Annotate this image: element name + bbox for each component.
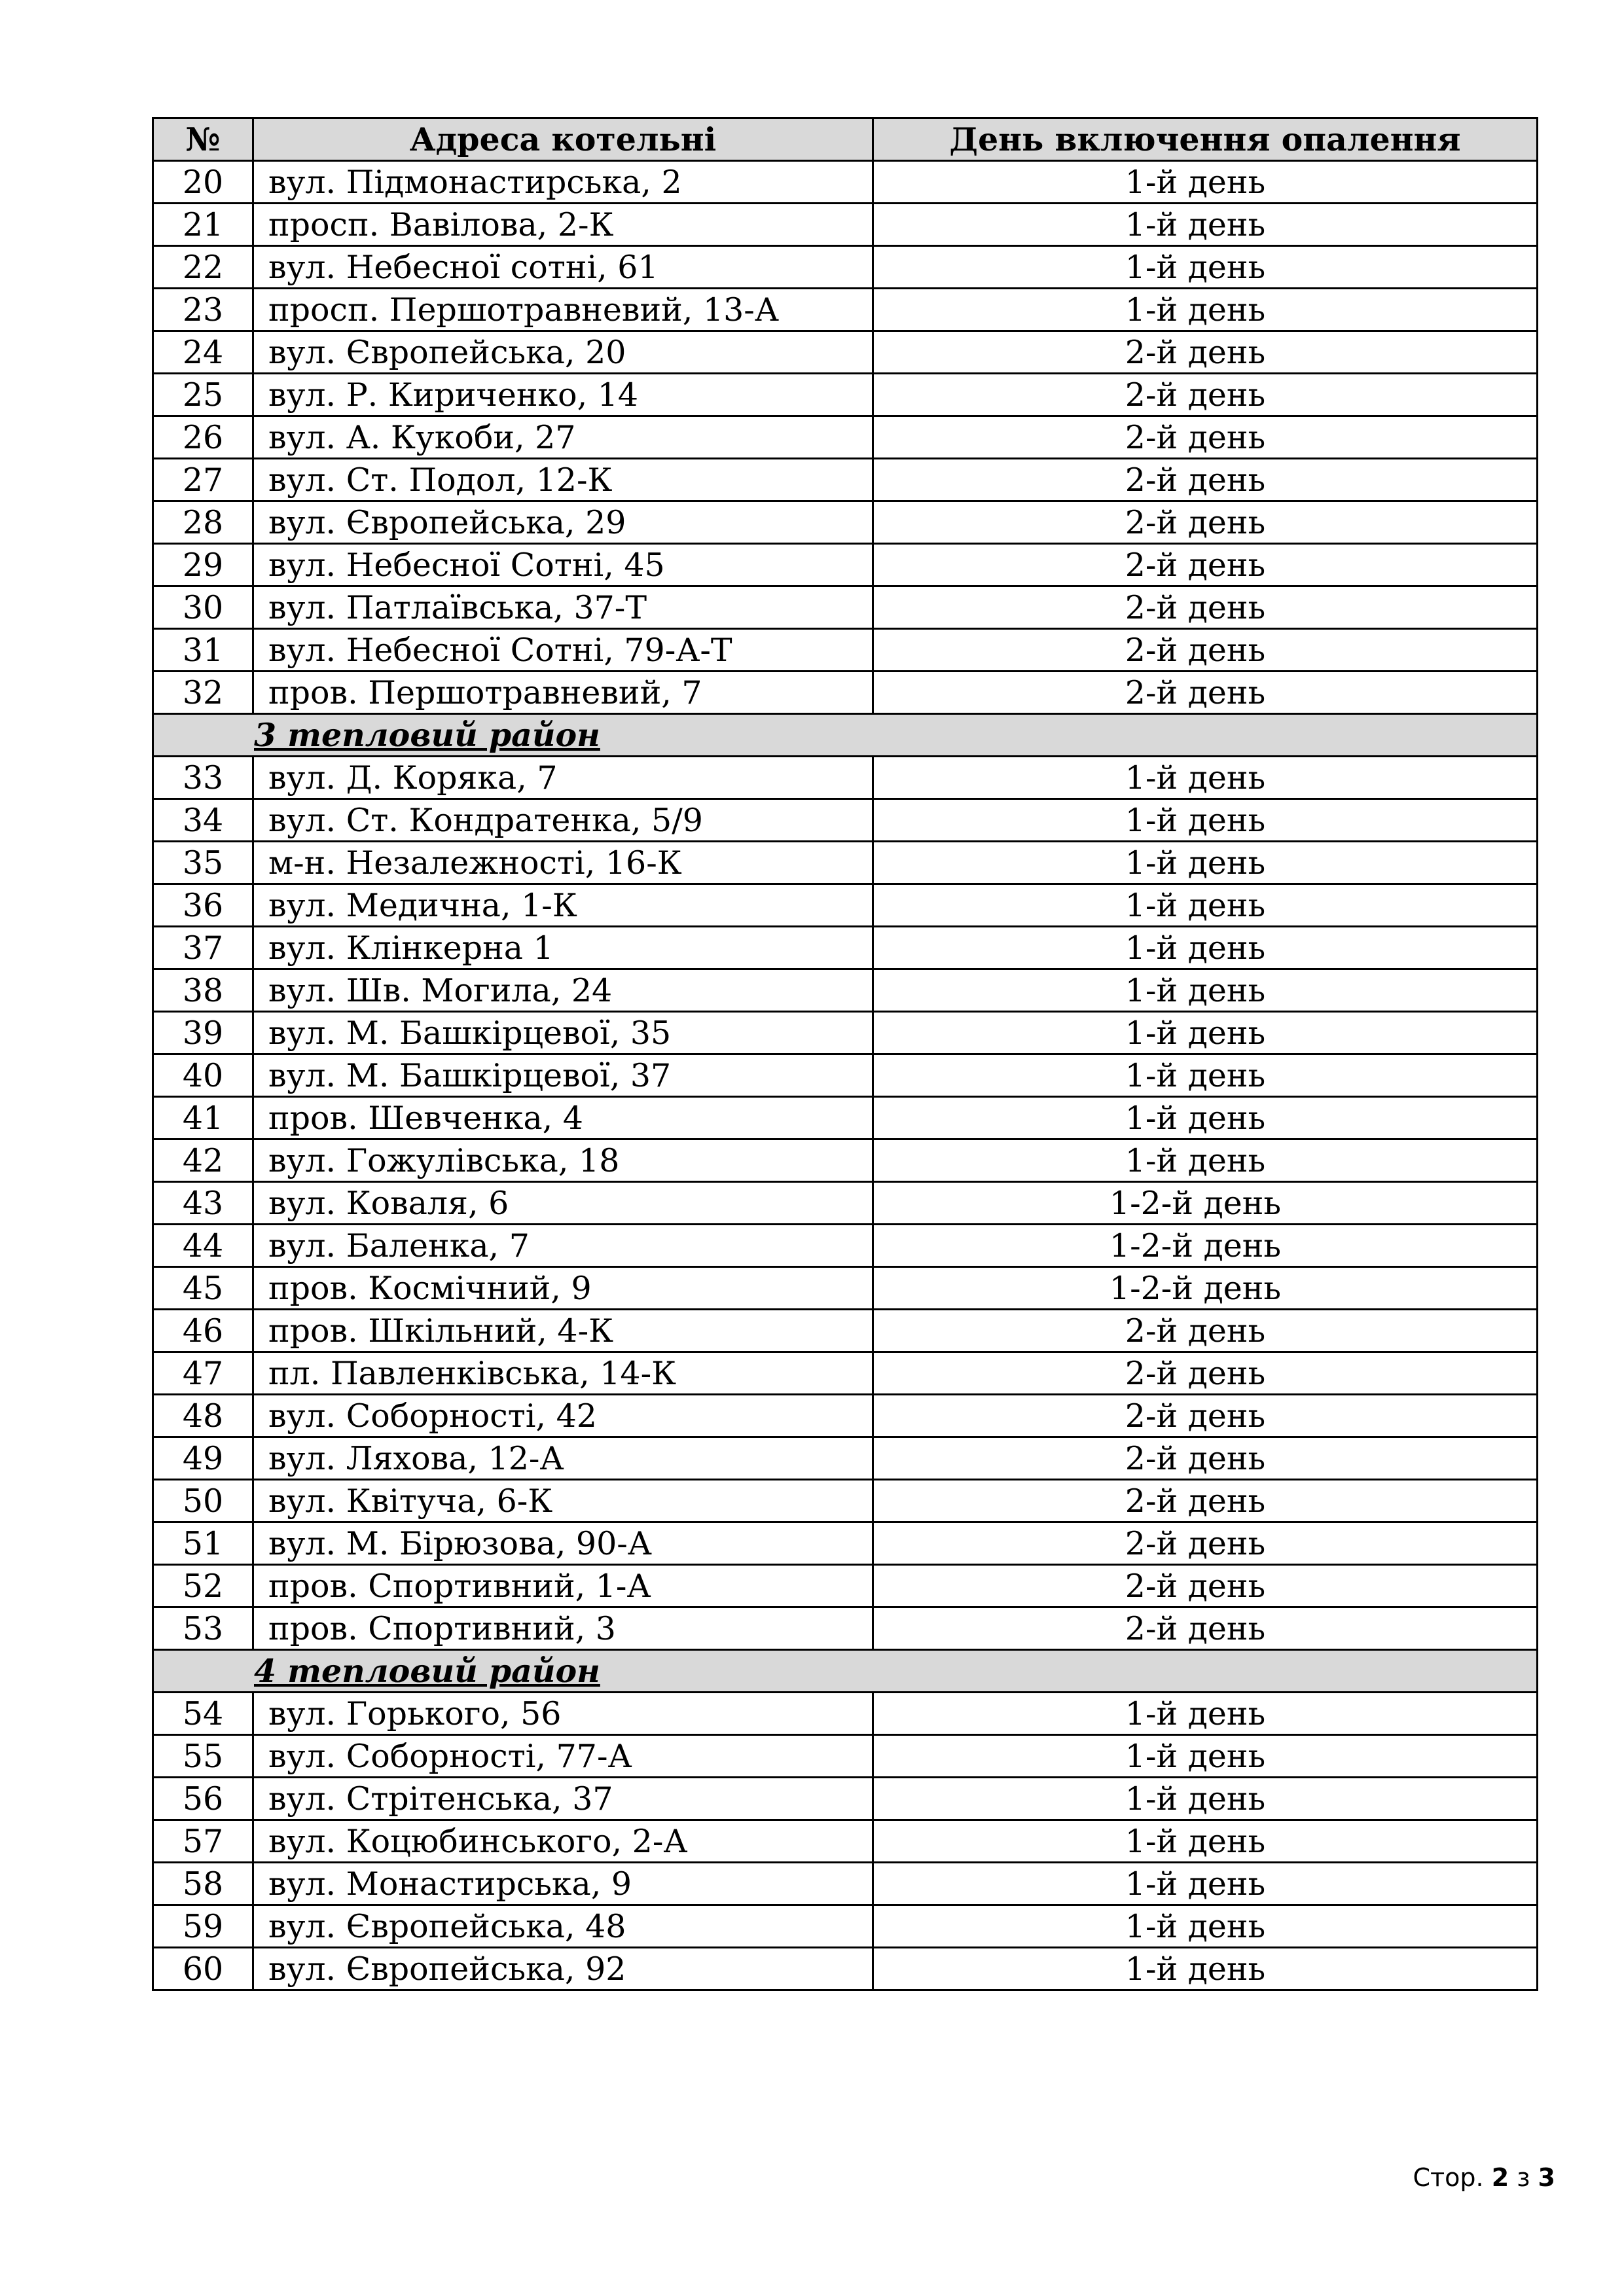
row-address: вул. Квітуча, 6-К — [253, 1480, 873, 1522]
row-address: вул. Ст. Кондратенка, 5/9 — [253, 799, 873, 842]
row-heating-day: 2-й день — [873, 1480, 1538, 1522]
row-number: 54 — [153, 1693, 253, 1735]
row-address: вул. Небесної Сотні, 45 — [253, 544, 873, 586]
table-row — [153, 884, 1538, 927]
table-row — [153, 1225, 1538, 1267]
row-address: вул. Патлаївська, 37-Т — [253, 586, 873, 629]
section-header-row — [153, 1650, 1538, 1693]
row-address: вул. Соборності, 42 — [253, 1395, 873, 1437]
row-heating-day: 1-й день — [873, 842, 1538, 884]
row-address: просп. Першотравневий, 13-А — [253, 289, 873, 331]
row-number: 59 — [153, 1905, 253, 1948]
table-row — [153, 204, 1538, 246]
row-address: просп. Вавілова, 2-К — [253, 204, 873, 246]
row-heating-day: 1-й день — [873, 1778, 1538, 1820]
row-number: 56 — [153, 1778, 253, 1820]
row-number: 35 — [153, 842, 253, 884]
row-heating-day: 2-й день — [873, 629, 1538, 672]
row-number: 41 — [153, 1097, 253, 1139]
row-number: 47 — [153, 1352, 253, 1395]
row-heating-day: 2-й день — [873, 374, 1538, 416]
table-row — [153, 416, 1538, 459]
footer-separator: з — [1517, 2163, 1530, 2192]
page-number-footer — [1413, 2163, 1555, 2192]
row-address: вул. А. Кукоби, 27 — [253, 416, 873, 459]
row-address: вул. Баленка, 7 — [253, 1225, 873, 1267]
row-address: пров. Спортивний, 1-А — [253, 1565, 873, 1607]
row-address: вул. Коваля, 6 — [253, 1182, 873, 1225]
row-address: вул. Шв. Могила, 24 — [253, 969, 873, 1012]
row-heating-day: 2-й день — [873, 1352, 1538, 1395]
row-heating-day: 1-2-й день — [873, 1182, 1538, 1225]
row-number: 21 — [153, 204, 253, 246]
table-row — [153, 586, 1538, 629]
row-number: 26 — [153, 416, 253, 459]
row-number: 43 — [153, 1182, 253, 1225]
table-row — [153, 672, 1538, 714]
table-row — [153, 161, 1538, 204]
row-address: вул. Ст. Подол, 12-К — [253, 459, 873, 501]
table-body — [153, 161, 1538, 1990]
row-number: 52 — [153, 1565, 253, 1607]
header-number: № — [153, 118, 253, 161]
row-number: 31 — [153, 629, 253, 672]
row-number: 32 — [153, 672, 253, 714]
row-heating-day: 2-й день — [873, 586, 1538, 629]
row-heating-day: 1-й день — [873, 1012, 1538, 1054]
table-row — [153, 1352, 1538, 1395]
row-heating-day: 1-й день — [873, 161, 1538, 204]
row-address: вул. Коцюбинського, 2-А — [253, 1820, 873, 1863]
table-row — [153, 799, 1538, 842]
row-number: 38 — [153, 969, 253, 1012]
row-heating-day: 1-й день — [873, 204, 1538, 246]
row-number: 33 — [153, 757, 253, 799]
table-row — [153, 331, 1538, 374]
row-number: 27 — [153, 459, 253, 501]
row-heating-day: 2-й день — [873, 544, 1538, 586]
table-row — [153, 1310, 1538, 1352]
row-heating-day: 2-й день — [873, 501, 1538, 544]
row-heating-day: 1-й день — [873, 799, 1538, 842]
row-number: 29 — [153, 544, 253, 586]
row-number: 39 — [153, 1012, 253, 1054]
row-address: вул. Гожулівська, 18 — [253, 1139, 873, 1182]
row-heating-day: 1-й день — [873, 1948, 1538, 1990]
table-row — [153, 1054, 1538, 1097]
table-row — [153, 1437, 1538, 1480]
row-address: вул. Соборності, 77-А — [253, 1735, 873, 1778]
row-number: 36 — [153, 884, 253, 927]
table-row — [153, 1565, 1538, 1607]
row-number: 34 — [153, 799, 253, 842]
table-row — [153, 1948, 1538, 1990]
table-row — [153, 1097, 1538, 1139]
row-number: 37 — [153, 927, 253, 969]
row-number: 50 — [153, 1480, 253, 1522]
table-header-row — [153, 118, 1538, 161]
row-heating-day: 2-й день — [873, 1565, 1538, 1607]
row-heating-day: 1-й день — [873, 1139, 1538, 1182]
row-heating-day: 2-й день — [873, 672, 1538, 714]
row-heating-day: 2-й день — [873, 1310, 1538, 1352]
table-row — [153, 246, 1538, 289]
footer-prefix: Стор. — [1413, 2163, 1484, 2192]
row-heating-day: 1-й день — [873, 246, 1538, 289]
table-row — [153, 289, 1538, 331]
row-number: 48 — [153, 1395, 253, 1437]
row-heating-day: 1-й день — [873, 927, 1538, 969]
row-address: пров. Першотравневий, 7 — [253, 672, 873, 714]
table-row — [153, 1735, 1538, 1778]
row-heating-day: 1-й день — [873, 1863, 1538, 1905]
row-number: 42 — [153, 1139, 253, 1182]
row-address: вул. М. Башкірцевої, 35 — [253, 1012, 873, 1054]
row-address: вул. Європейська, 29 — [253, 501, 873, 544]
table-row — [153, 1905, 1538, 1948]
table-row — [153, 927, 1538, 969]
row-address: пл. Павленківська, 14-К — [253, 1352, 873, 1395]
row-address: вул. Європейська, 92 — [253, 1948, 873, 1990]
row-number: 58 — [153, 1863, 253, 1905]
table-row — [153, 629, 1538, 672]
row-number: 22 — [153, 246, 253, 289]
header-heating-day: День включення опалення — [873, 118, 1538, 161]
row-number: 44 — [153, 1225, 253, 1267]
row-heating-day: 1-й день — [873, 884, 1538, 927]
section-title: 4 тепловий район — [153, 1650, 1538, 1693]
row-heating-day: 1-й день — [873, 1097, 1538, 1139]
table-row — [153, 1480, 1538, 1522]
row-address: вул. Небесної Сотні, 79-А-Т — [253, 629, 873, 672]
row-address: вул. Ляхова, 12-А — [253, 1437, 873, 1480]
row-address: вул. Підмонастирська, 2 — [253, 161, 873, 204]
row-heating-day: 2-й день — [873, 1522, 1538, 1565]
row-address: вул. Небесної сотні, 61 — [253, 246, 873, 289]
row-heating-day: 1-й день — [873, 757, 1538, 799]
row-heating-day: 1-й день — [873, 1054, 1538, 1097]
row-heating-day: 1-й день — [873, 1820, 1538, 1863]
row-number: 49 — [153, 1437, 253, 1480]
row-number: 60 — [153, 1948, 253, 1990]
row-address: вул. Європейська, 20 — [253, 331, 873, 374]
row-heating-day: 2-й день — [873, 1437, 1538, 1480]
row-heating-day: 1-2-й день — [873, 1267, 1538, 1310]
row-heating-day: 2-й день — [873, 1607, 1538, 1650]
row-address: вул. Європейська, 48 — [253, 1905, 873, 1948]
row-number: 57 — [153, 1820, 253, 1863]
table-row — [153, 1182, 1538, 1225]
row-number: 53 — [153, 1607, 253, 1650]
footer-current-page: 2 — [1491, 2163, 1509, 2192]
table-row — [153, 1139, 1538, 1182]
row-number: 28 — [153, 501, 253, 544]
table-row — [153, 1820, 1538, 1863]
table-row — [153, 1607, 1538, 1650]
row-number: 25 — [153, 374, 253, 416]
row-number: 40 — [153, 1054, 253, 1097]
row-heating-day: 2-й день — [873, 416, 1538, 459]
row-address: пров. Шкільний, 4-К — [253, 1310, 873, 1352]
row-number: 46 — [153, 1310, 253, 1352]
table-row — [153, 544, 1538, 586]
row-address: вул. Медична, 1-К — [253, 884, 873, 927]
row-heating-day: 1-й день — [873, 289, 1538, 331]
footer-total-pages: 3 — [1538, 2163, 1555, 2192]
table-row — [153, 1863, 1538, 1905]
row-address: вул. М. Башкірцевої, 37 — [253, 1054, 873, 1097]
table-row — [153, 1395, 1538, 1437]
section-title: 3 тепловий район — [153, 714, 1538, 757]
row-address: пров. Шевченка, 4 — [253, 1097, 873, 1139]
row-address: вул. Клінкерна 1 — [253, 927, 873, 969]
row-heating-day: 2-й день — [873, 459, 1538, 501]
table-row — [153, 757, 1538, 799]
section-header-row — [153, 714, 1538, 757]
table-row — [153, 501, 1538, 544]
heating-schedule-table — [152, 117, 1538, 1991]
row-address: пров. Спортивний, 3 — [253, 1607, 873, 1650]
table-row — [153, 1778, 1538, 1820]
row-address: м-н. Незалежності, 16-К — [253, 842, 873, 884]
header-address: Адреса котельні — [253, 118, 873, 161]
row-address: вул. Горького, 56 — [253, 1693, 873, 1735]
row-address: вул. Р. Кириченко, 14 — [253, 374, 873, 416]
row-heating-day: 1-й день — [873, 1693, 1538, 1735]
row-heating-day: 1-й день — [873, 1735, 1538, 1778]
table-row — [153, 1012, 1538, 1054]
row-number: 55 — [153, 1735, 253, 1778]
row-address: вул. Стрітенська, 37 — [253, 1778, 873, 1820]
table-row — [153, 969, 1538, 1012]
row-heating-day: 2-й день — [873, 1395, 1538, 1437]
table-row — [153, 1267, 1538, 1310]
row-address: вул. Монастирська, 9 — [253, 1863, 873, 1905]
table-row — [153, 1522, 1538, 1565]
row-number: 51 — [153, 1522, 253, 1565]
row-number: 20 — [153, 161, 253, 204]
row-number: 24 — [153, 331, 253, 374]
table-row — [153, 842, 1538, 884]
row-heating-day: 1-2-й день — [873, 1225, 1538, 1267]
row-number: 30 — [153, 586, 253, 629]
table-row — [153, 374, 1538, 416]
row-address: пров. Космічний, 9 — [253, 1267, 873, 1310]
row-heating-day: 1-й день — [873, 1905, 1538, 1948]
table-row — [153, 459, 1538, 501]
row-number: 45 — [153, 1267, 253, 1310]
table-row — [153, 1693, 1538, 1735]
row-address: вул. М. Бірюзова, 90-А — [253, 1522, 873, 1565]
row-heating-day: 2-й день — [873, 331, 1538, 374]
row-address: вул. Д. Коряка, 7 — [253, 757, 873, 799]
row-number: 23 — [153, 289, 253, 331]
row-heating-day: 1-й день — [873, 969, 1538, 1012]
